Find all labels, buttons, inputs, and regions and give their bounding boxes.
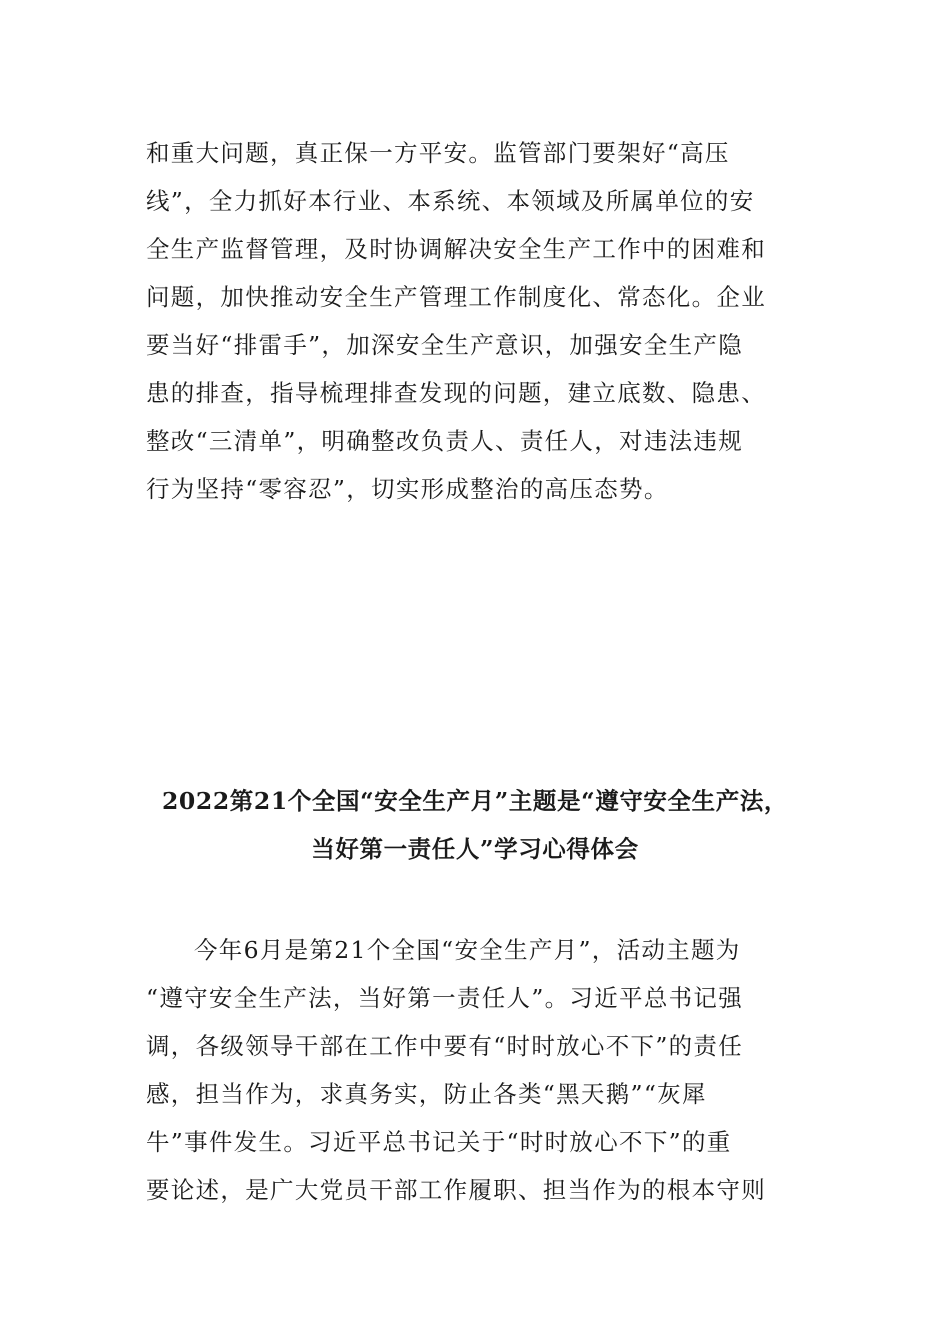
paragraph-2-line-6: 要论述，是广大党员干部工作履职、担当作为的根本守则 [146, 1176, 766, 1204]
paragraph-2-line-1: 今年6月是第21个全国“安全生产月”，活动主题为 [194, 936, 741, 964]
paragraph-1-line-8: 行为坚持“零容忍”，切实形成整治的高压态势。 [146, 475, 669, 503]
paragraph-2-line-5: 牛”事件发生。习近平总书记关于“时时放心不下”的重 [146, 1128, 732, 1156]
paragraph-2-line-3: 调，各级领导干部在工作中要有“时时放心不下”的责任 [146, 1032, 744, 1060]
paragraph-2-line-4: 感，担当作为，求真务实，防止各类“黑天鹅”“灰犀 [146, 1080, 707, 1108]
paragraph-1-line-3: 全生产监督管理，及时协调解决安全生产工作中的困难和 [146, 235, 766, 263]
paragraph-1-line-6: 患的排查，指导梳理排查发现的问题，建立底数、隐患、 [146, 379, 766, 407]
paragraph-1-line-5: 要当好“排雷手”，加深安全生产意识，加强安全生产隐 [146, 331, 744, 359]
article-title-line-2: 当好第一责任人”学习心得体会 [311, 835, 639, 863]
paragraph-1-line-4: 问题，加快推动安全生产管理工作制度化、常态化。企业 [146, 283, 766, 311]
paragraph-1-line-2: 线”，全力抓好本行业、本系统、本领域及所属单位的安 [146, 187, 755, 215]
paragraph-1-line-1: 和重大问题，真正保一方平安。监管部门要架好“高压 [146, 139, 730, 167]
paragraph-1-line-7: 整改“三清单”，明确整改负责人、责任人，对违法违规 [146, 427, 744, 455]
article-title-line-1: 2022第21个全国“安全生产月”主题是“遵守安全生产法， [161, 787, 789, 815]
paragraph-2-line-2: “遵守安全生产法，当好第一责任人”。习近平总书记强 [146, 984, 744, 1012]
